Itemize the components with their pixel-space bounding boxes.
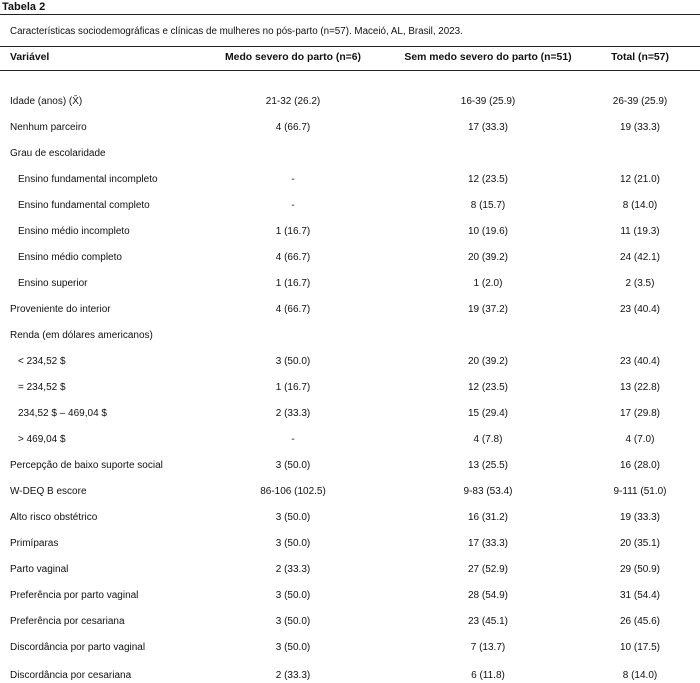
table-row xyxy=(0,485,700,499)
table-row xyxy=(0,459,700,473)
row-value: 17 (33.3) xyxy=(467,122,509,133)
row-label: Preferência por cesariana xyxy=(10,616,125,627)
row-value: 19 (33.3) xyxy=(619,512,661,523)
row-value: 17 (33.3) xyxy=(467,538,509,549)
row-label: Renda (em dólares americanos) xyxy=(10,330,153,341)
row-value: 19 (33.3) xyxy=(619,122,661,133)
row-value: - xyxy=(291,434,295,445)
table-caption: Características sociodemográficas e clínicas de mulheres no pós-parto (n=57). Maceió, AL, Brasil, 2023. xyxy=(10,26,463,37)
row-value: 2 (33.3) xyxy=(275,670,311,681)
row-value: 10 (17.5) xyxy=(619,642,661,653)
table-row xyxy=(0,95,700,109)
row-value: 13 (25.5) xyxy=(467,460,509,471)
row-label: Ensino médio completo xyxy=(18,252,122,263)
row-value: 28 (54.9) xyxy=(467,590,509,601)
row-value: 8 (15.7) xyxy=(470,200,506,211)
table-row xyxy=(0,199,700,213)
row-value: 1 (2.0) xyxy=(473,278,503,289)
row-value: 4 (7.0) xyxy=(625,434,655,445)
row-label: Percepção de baixo suporte social xyxy=(10,460,163,471)
row-value: 3 (50.0) xyxy=(275,616,311,627)
row-value: 19 (37.2) xyxy=(467,304,509,315)
row-value: 20 (39.2) xyxy=(467,252,509,263)
table-row xyxy=(0,303,700,317)
row-value: - xyxy=(291,174,295,185)
row-value: 31 (54.4) xyxy=(619,590,661,601)
table-row xyxy=(0,641,700,655)
row-value: 3 (50.0) xyxy=(275,642,311,653)
row-value: 17 (29.8) xyxy=(619,408,661,419)
row-value: 2 (3.5) xyxy=(625,278,655,289)
row-value: 3 (50.0) xyxy=(275,356,311,367)
row-value: 11 (19.3) xyxy=(620,226,660,237)
row-label: Alto risco obstétrico xyxy=(10,512,98,523)
row-value: 8 (14.0) xyxy=(622,200,658,211)
row-label: Discordância por parto vaginal xyxy=(10,642,146,653)
row-label: > 469,04 $ xyxy=(18,434,66,445)
table-row xyxy=(0,433,700,447)
row-value: 9-83 (53.4) xyxy=(463,486,513,497)
row-value: 16 (31.2) xyxy=(467,512,509,523)
row-value: 12 (21.0) xyxy=(619,174,661,185)
row-label: Ensino fundamental completo xyxy=(18,200,150,211)
row-value: 9-111 (51.0) xyxy=(613,486,667,497)
table-row xyxy=(0,251,700,265)
row-label: Idade (anos) (X̄) xyxy=(10,96,83,107)
row-value: 4 (66.7) xyxy=(275,122,311,133)
row-label: Nenhum parceiro xyxy=(10,122,87,133)
row-value: 4 (7.8) xyxy=(473,434,503,445)
row-value: 13 (22.8) xyxy=(619,382,661,393)
header-bottom-rule xyxy=(0,70,700,71)
header-total: Total (n=57) xyxy=(611,52,669,63)
row-label: Primíparas xyxy=(10,538,59,549)
row-value: 3 (50.0) xyxy=(275,460,311,471)
row-value: 20 (35.1) xyxy=(619,538,661,549)
table-row xyxy=(0,277,700,291)
header-top-rule xyxy=(0,46,700,47)
row-value: 12 (23.5) xyxy=(467,382,509,393)
table-row xyxy=(0,563,700,577)
row-label: Grau de escolaridade xyxy=(10,148,106,159)
row-value: 16-39 (25.9) xyxy=(460,96,516,107)
row-value: 3 (50.0) xyxy=(275,512,311,523)
row-value: 86-106 (102.5) xyxy=(260,486,326,497)
row-value: 4 (66.7) xyxy=(275,304,311,315)
row-label: Ensino superior xyxy=(18,278,88,289)
row-value: 1 (16.7) xyxy=(275,278,311,289)
table-row xyxy=(0,381,700,395)
row-label: Ensino médio incompleto xyxy=(18,226,130,237)
row-value: 7 (13.7) xyxy=(470,642,506,653)
header-no-severe-fear: Sem medo severo do parto (n=51) xyxy=(404,52,572,63)
row-value: 2 (33.3) xyxy=(275,408,311,419)
row-value: 3 (50.0) xyxy=(275,538,311,549)
header-variable: Variável xyxy=(10,52,50,63)
row-value: 26-39 (25.9) xyxy=(612,96,668,107)
table-row xyxy=(0,669,700,683)
row-label: W-DEQ B escore xyxy=(10,486,87,497)
row-value: 23 (40.4) xyxy=(619,304,661,315)
table-row xyxy=(0,329,700,343)
table-row xyxy=(0,225,700,239)
header-severe-fear: Medo severo do parto (n=6) xyxy=(225,52,361,63)
table-row xyxy=(0,511,700,525)
row-value: 26 (45.6) xyxy=(619,616,661,627)
row-value: 2 (33.3) xyxy=(275,564,311,575)
row-value: 16 (28.0) xyxy=(619,460,661,471)
row-label: Proveniente do interior xyxy=(10,304,111,315)
table-row xyxy=(0,537,700,551)
row-label: Discordância por cesariana xyxy=(10,670,132,681)
row-value: - xyxy=(291,200,295,211)
row-label: = 234,52 $ xyxy=(18,382,66,393)
row-value: 15 (29.4) xyxy=(467,408,509,419)
row-value: 1 (16.7) xyxy=(275,382,311,393)
row-value: 21-32 (26.2) xyxy=(265,96,321,107)
row-value: 1 (16.7) xyxy=(275,226,311,237)
row-value: 29 (50.9) xyxy=(619,564,661,575)
table-row xyxy=(0,173,700,187)
row-value: 4 (66.7) xyxy=(275,252,311,263)
top-rule xyxy=(0,14,700,15)
row-value: 3 (50.0) xyxy=(275,590,311,601)
table-row xyxy=(0,407,700,421)
row-value: 6 (11.8) xyxy=(471,670,505,681)
row-value: 12 (23.5) xyxy=(467,174,509,185)
row-value: 10 (19.6) xyxy=(467,226,509,237)
row-value: 8 (14.0) xyxy=(622,670,658,681)
table-row xyxy=(0,589,700,603)
table-row xyxy=(0,355,700,369)
table-row xyxy=(0,147,700,161)
row-value: 20 (39.2) xyxy=(467,356,509,367)
row-label: Ensino fundamental incompleto xyxy=(18,174,158,185)
row-value: 27 (52.9) xyxy=(467,564,509,575)
row-value: 24 (42.1) xyxy=(619,252,661,263)
row-value: 23 (40.4) xyxy=(619,356,661,367)
row-value: 23 (45.1) xyxy=(467,616,509,627)
row-label: < 234,52 $ xyxy=(18,356,66,367)
row-label: Preferência por parto vaginal xyxy=(10,590,139,601)
row-label: Parto vaginal xyxy=(10,564,69,575)
table-row xyxy=(0,121,700,135)
row-label: 234,52 $ – 469,04 $ xyxy=(18,408,107,419)
table-label: Tabela 2 xyxy=(2,1,46,13)
table-row xyxy=(0,615,700,629)
